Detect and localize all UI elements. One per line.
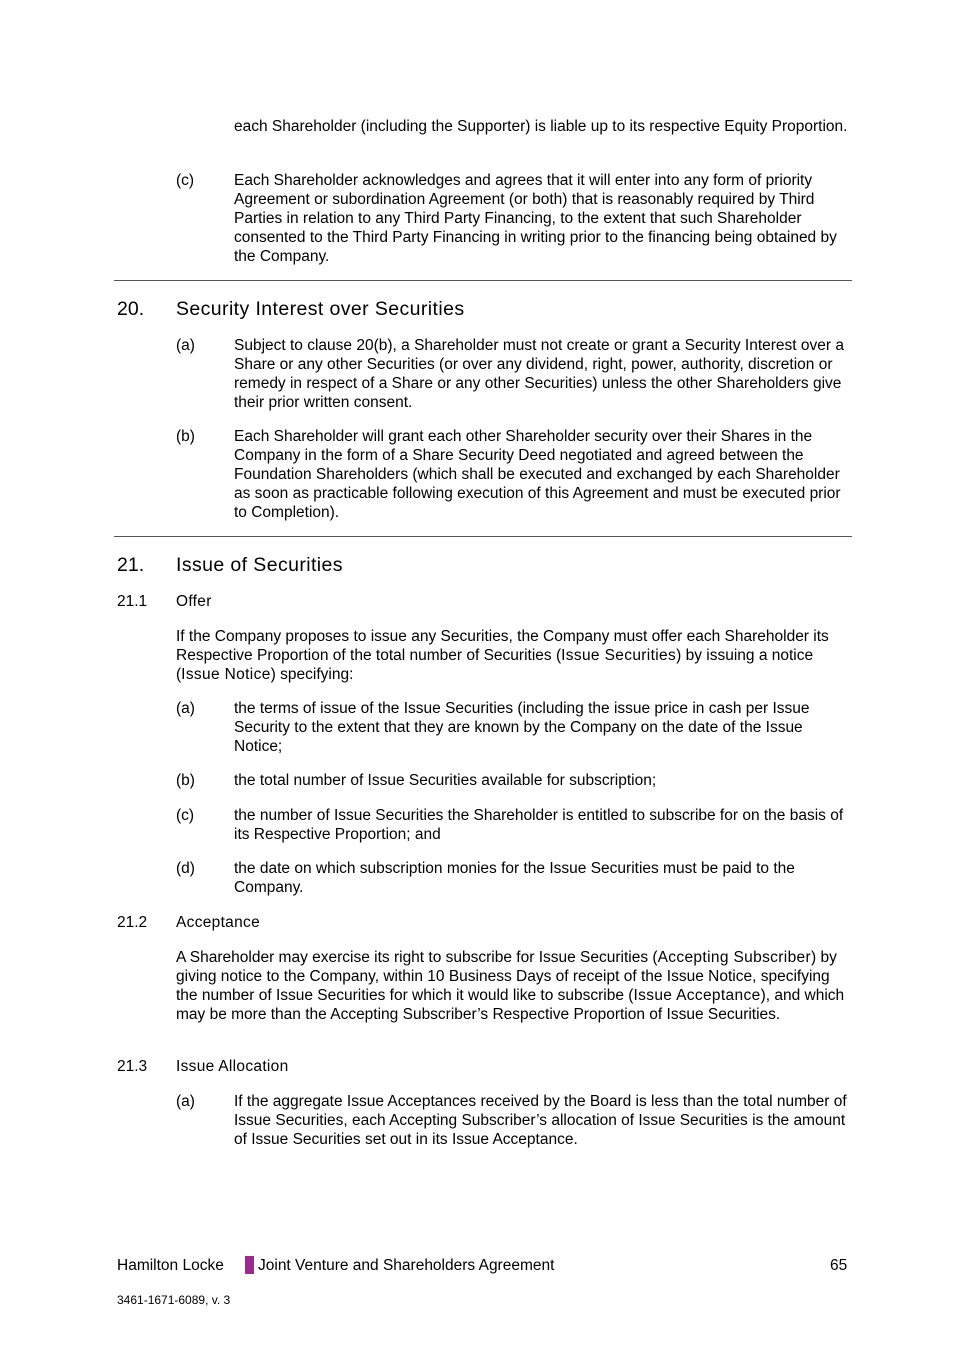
clause-intro: If the Company proposes to issue any Securities, the Company must offer each Shareholder its Respective Proportion of the total number of Securities (Issue Securities) by issuing a notice (Issue Notice) specifying: xyxy=(176,628,829,683)
item-label: (a) xyxy=(176,337,195,354)
defined-term: Issue Notice xyxy=(181,666,271,683)
document-id: 3461-1671-6089, v. 3 xyxy=(117,1293,231,1307)
defined-term: Issue Acceptance xyxy=(633,987,761,1004)
clause-heading: Acceptance xyxy=(176,914,260,931)
clause-number: 21.2 xyxy=(117,914,148,931)
item-text: the date on which subscription monies for the Issue Securities must be paid to the Company. xyxy=(234,860,795,896)
footer-firm-name: Hamilton Locke xyxy=(117,1257,224,1274)
item-label: (a) xyxy=(176,1093,195,1110)
section-title: Issue of Securities xyxy=(176,554,343,576)
item-label: (a) xyxy=(176,700,195,717)
item-text: the number of Issue Securities the Shareholder is entitled to subscribe for on the basis of its Respective Proportion; and xyxy=(234,807,844,843)
item-text: the total number of Issue Securities available for subscription; xyxy=(234,772,657,789)
item-text: Each Shareholder will grant each other Shareholder security over their Shares in the Company in the form of a Share Security Deed negotiated and agreed between the Foundation Shareholders (which shall be executed and exchanged by each Shareholder as soon as practicable following execution of this Agreement and must be executed prior to Completion). xyxy=(234,428,841,521)
item-label: (c) xyxy=(176,807,195,824)
clause-heading: Offer xyxy=(176,593,212,610)
clause-number: 21.3 xyxy=(117,1058,148,1075)
section-number: 20. xyxy=(117,298,145,320)
clause-heading: Issue Allocation xyxy=(176,1058,289,1075)
item-text: Each Shareholder acknowledges and agrees that it will enter into any form of priority Agreement or subordination Agreement (or both) that is reasonably required by Third Parties in relation to any Third Party Financing, to the extent that such Shareholder consented to the Third Party Financing in writing prior to the financing being obtained by the Company. xyxy=(234,172,837,265)
footer-page-number: 65 xyxy=(830,1257,848,1274)
continuation-paragraph: each Shareholder (including the Supporter) is liable up to its respective Equity Proportion. xyxy=(234,118,848,135)
item-text: If the aggregate Issue Acceptances received by the Board is less than the total number of Issue Securities, each Accepting Subscriber’s allocation of Issue Securities is the amount of Issue Securities set out in its Issue Acceptance. xyxy=(234,1093,847,1148)
item-label: (d) xyxy=(176,860,195,877)
section-title: Security Interest over Securities xyxy=(176,298,465,320)
footer-document-title: Joint Venture and Shareholders Agreement xyxy=(258,1257,555,1274)
item-text: Subject to clause 20(b), a Shareholder must not create or grant a Security Interest over a Share or any other Securities (or over any dividend, right, power, authority, discretion or remedy in respect of a Share or any other Securities) unless the other Shareholders give their prior written consent. xyxy=(234,337,844,411)
item-text: the terms of issue of the Issue Securities (including the issue price in cash per Issue Security to the extent that they are known by the Company on the date of the Issue Notice; xyxy=(234,700,810,755)
section-divider xyxy=(114,536,852,537)
item-label: (b) xyxy=(176,772,195,789)
clause-number: 21.1 xyxy=(117,593,148,610)
defined-term: Issue Securities xyxy=(561,647,677,664)
section-divider xyxy=(114,280,852,281)
clause-paragraph: A Shareholder may exercise its right to subscribe for Issue Securities (Accepting Subscriber) by giving notice to the Company, within 10 Business Days of receipt of the Issue Notice, specifying the number of Issue Securities for which it would like to subscribe (Issue Acceptance), and which may be more than the Accepting Subscriber’s Respective Proportion of Issue Securities. xyxy=(176,949,845,1023)
item-label: (c) xyxy=(176,172,195,189)
footer-accent-bar xyxy=(245,1256,254,1274)
item-label: (b) xyxy=(176,428,195,445)
section-number: 21. xyxy=(117,554,145,576)
defined-term: Accepting Subscriber xyxy=(657,949,812,966)
